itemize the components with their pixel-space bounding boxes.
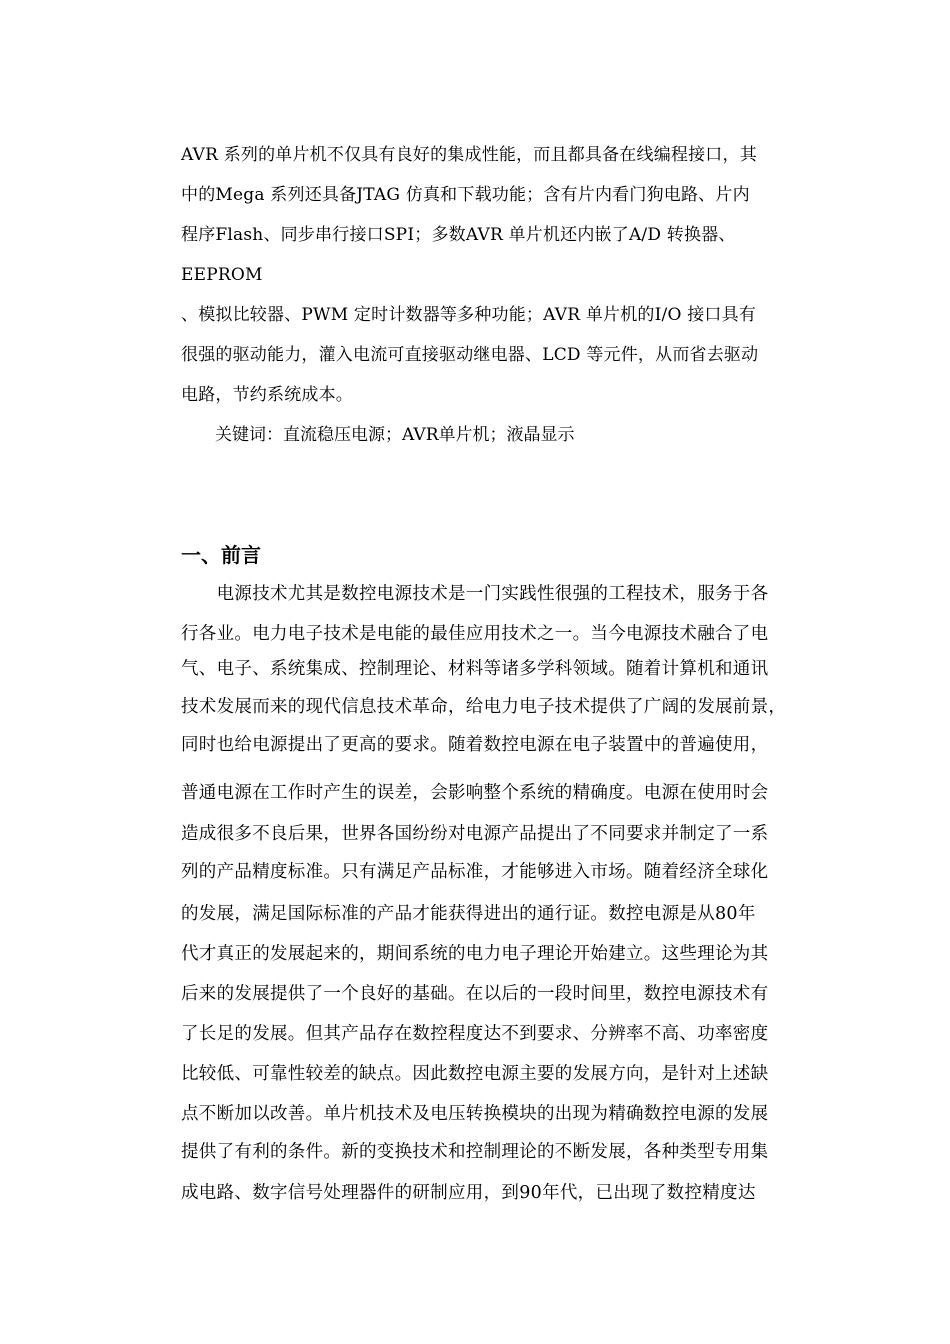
body-line: 电源技术尤其是数控电源技术是一门实践性很强的工程技术，服务于各 (181, 584, 769, 604)
keywords-line: 关键词：直流稳压电源；AVR单片机；液晶显示 (215, 425, 575, 445)
body-line: 造成很多不良后果，世界各国纷纷对电源产品提出了不同要求并制定了一系 (181, 824, 769, 844)
body-line: 成电路、数字信号处理器件的研制应用，到90年代，已出现了数控精度达 (181, 1183, 756, 1203)
body-line: 行各业。电力电子技术是电能的最佳应用技术之一。当今电源技术融合了电 (181, 624, 769, 644)
body-line: 点不断加以改善。单片机技术及电压转换模块的出现为精确数控电源的发展 (181, 1104, 769, 1124)
body-line: 比较低、可靠性较差的缺点。因此数控电源主要的发展方向，是针对上述缺 (181, 1064, 769, 1084)
body-line: 同时也给电源提出了更高的要求。随着数控电源在电子装置中的普遍使用， (181, 735, 769, 755)
section-heading: 一、前言 (181, 543, 261, 567)
abstract-line: 、模拟比较器、PWM 定时计数器等多种功能；AVR 单片机的I/O 接口具有 (181, 305, 757, 325)
abstract-line: 电路，节约系统成本。 (181, 385, 353, 405)
body-line: 普通电源在工作时产生的误差，会影响整个系统的精确度。电源在使用时会 (181, 783, 769, 803)
body-line: 气、电子、系统集成、控制理论、材料等诸多学科领域。随着计算机和通讯 (181, 659, 769, 679)
body-line: 了长足的发展。但其产品存在数控程度达不到要求、分辨率不高、功率密度 (181, 1024, 769, 1044)
body-line: 的发展，满足国际标准的产品才能获得进出的通行证。数控电源是从80年 (181, 904, 756, 924)
body-line: 后来的发展提供了一个良好的基础。在以后的一段时间里，数控电源技术有 (181, 984, 769, 1004)
abstract-line: AVR 系列的单片机不仅具有良好的集成性能，而且都具备在线编程接口，其 (181, 145, 757, 165)
abstract-line: 中的Mega 系列还具备JTAG 仿真和下载功能；含有片内看门狗电路、片内 (181, 185, 750, 205)
body-line: 代才真正的发展起来的，期间系统的电力电子理论开始建立。这些理论为其 (181, 944, 769, 964)
abstract-line: EEPROM (181, 265, 263, 285)
abstract-line: 程序Flash、同步串行接口SPI；多数AVR 单片机还内嵌了A/D 转换器、 (181, 225, 736, 245)
body-line: 技术发展而来的现代信息技术革命，给电力电子技术提供了广阔的发展前景， (181, 697, 787, 717)
body-line: 提供了有利的条件。新的变换技术和控制理论的不断发展，各种类型专用集 (181, 1142, 769, 1162)
abstract-line: 很强的驱动能力，灌入电流可直接驱动继电器、LCD 等元件，从而省去驱动 (181, 345, 759, 365)
body-line: 列的产品精度标准。只有满足产品标准，才能够进入市场。随着经济全球化 (181, 862, 769, 882)
